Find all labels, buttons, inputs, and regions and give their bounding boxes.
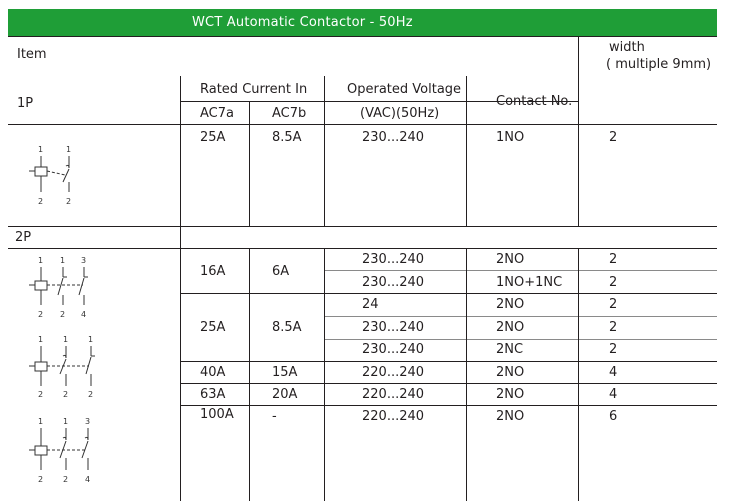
contactor-symbol-1p-icon [25,144,95,210]
header-operated-voltage: Operated Voltage [347,82,462,97]
cell-2p-r6-width: 4 [609,365,618,380]
cell-2p-r1-contact: 2NO [496,252,525,267]
cell-2p-r2-contact: 1NO+1NC [496,275,563,290]
cell-2p-r7-ac7b: 20A [272,387,298,402]
sym2-terminal-bottom-b: 2 [60,310,66,319]
cell-2p-r7-contact: 2NO [496,387,525,402]
col-divider-voltage-2p [466,248,467,501]
section-label-2p: 2P [15,230,32,245]
cell-2p-r1-voltage: 230...240 [362,252,425,267]
cell-2p-r3-contact: 2NO [496,297,525,312]
rule-2p-label-bottom [8,248,717,249]
cell-2p-r6-voltage: 220...240 [362,365,425,380]
cell-2p-r6-ac7a: 40A [200,365,226,380]
rule-2p-r6 [180,383,717,384]
contactor-symbol-2p-2no-b-icon [25,416,105,486]
sym4-terminal-top-c: 3 [85,417,91,426]
cell-2p-r3-voltage: 24 [362,297,379,312]
cell-1p-contact: 1NO [496,130,525,145]
cell-1p-ac7a: 25A [200,130,226,145]
cell-2p-r6-ac7b: 15A [272,365,298,380]
rule-under-title [8,36,717,37]
rule-2p-r2 [180,293,717,294]
cell-2p-r7-ac7a: 63A [200,387,226,402]
rule-2p-r1 [324,270,717,271]
cell-1p-ac7b: 8.5A [272,130,302,145]
cell-2p-r7-width: 4 [609,387,618,402]
col-divider-contact [578,36,579,226]
header-ac7a: AC7a [200,106,234,121]
rule-1p-bottom [8,226,717,227]
cell-2p-r5-contact: 2NC [496,342,524,357]
header-voltage-unit: (VAC)(50Hz) [360,106,440,121]
sym4-terminal-top-a: 1 [38,417,44,426]
table-title: WCT Automatic Contactor - 50Hz [192,15,413,30]
sym2-terminal-bottom-a: 2 [38,310,44,319]
title-bar [8,9,717,36]
cell-2p-r4-width: 2 [609,320,618,335]
cell-2p-r3-ac7a: 25A [200,320,226,335]
rule-2p-r4 [324,339,717,340]
cell-2p-r2-voltage: 230...240 [362,275,425,290]
sym3-terminal-top-a: 1 [38,335,44,344]
sym3-terminal-top-c: 1 [88,335,94,344]
sym4-terminal-bottom-c: 4 [85,475,91,484]
header-width-unit: ( multiple 9mm) [606,57,712,72]
sym3-terminal-bottom-b: 2 [63,390,69,399]
section-label-1p: 1P [17,96,34,111]
sym4-terminal-bottom-a: 2 [38,475,44,484]
sym1-terminal-top-b: 1 [66,145,72,154]
cell-1p-width: 2 [609,130,618,145]
cell-2p-r3-ac7b: 8.5A [272,320,302,335]
rule-header-bottom [8,124,717,125]
col-divider-ac7-2p [249,248,250,501]
cell-2p-r5-voltage: 230...240 [362,342,425,357]
cell-2p-r8-contact: 2NO [496,409,525,424]
cell-2p-r1-width: 2 [609,252,618,267]
col-divider-voltage [466,76,467,226]
sym1-terminal-bottom-a: 2 [38,197,44,206]
header-width: width [609,40,645,55]
cell-2p-r8-ac7a: 100A [200,407,234,422]
contactor-symbol-2p-1no1nc-icon [25,334,105,400]
col-divider-ac7 [249,101,250,226]
header-rated-current: Rated Current In [200,82,308,97]
cell-2p-r1-ac7a: 16A [200,264,226,279]
sym1-terminal-bottom-b: 2 [66,197,72,206]
cell-2p-r1-ac7b: 6A [272,264,290,279]
sym1-terminal-top-a: 1 [38,145,44,154]
cell-2p-r8-ac7b: - [272,409,277,424]
col-divider-current [324,76,325,226]
sym3-terminal-bottom-c: 2 [88,390,94,399]
sym2-terminal-top-a: 1 [38,256,44,265]
col-divider-current-2p [324,248,325,501]
sym2-terminal-bottom-c: 4 [81,310,87,319]
sym2-terminal-top-b: 1 [60,256,66,265]
header-item: Item [17,47,47,62]
sym3-terminal-bottom-a: 2 [38,390,44,399]
cell-2p-r8-voltage: 220...240 [362,409,425,424]
rule-2p-r5 [180,361,717,362]
rule-2p-r3 [324,316,717,317]
col-divider-item [180,76,181,501]
contactor-symbol-2p-2no-icon [25,255,105,321]
sym3-terminal-top-b: 1 [63,335,69,344]
cell-2p-r4-contact: 2NO [496,320,525,335]
rule-2p-r7 [180,405,717,406]
cell-2p-r3-width: 2 [609,297,618,312]
header-contact-no: Contact No. [496,94,573,109]
col-divider-contact-2p [578,248,579,501]
cell-1p-voltage: 230...240 [362,130,425,145]
sym4-terminal-top-b: 1 [63,417,69,426]
cell-2p-r7-voltage: 220...240 [362,387,425,402]
cell-2p-r4-voltage: 230...240 [362,320,425,335]
sym4-terminal-bottom-b: 2 [63,475,69,484]
cell-2p-r6-contact: 2NO [496,365,525,380]
cell-2p-r5-width: 2 [609,342,618,357]
cell-2p-r8-width: 6 [609,409,618,424]
sym2-terminal-top-c: 3 [81,256,87,265]
header-ac7b: AC7b [272,106,307,121]
cell-2p-r2-width: 2 [609,275,618,290]
